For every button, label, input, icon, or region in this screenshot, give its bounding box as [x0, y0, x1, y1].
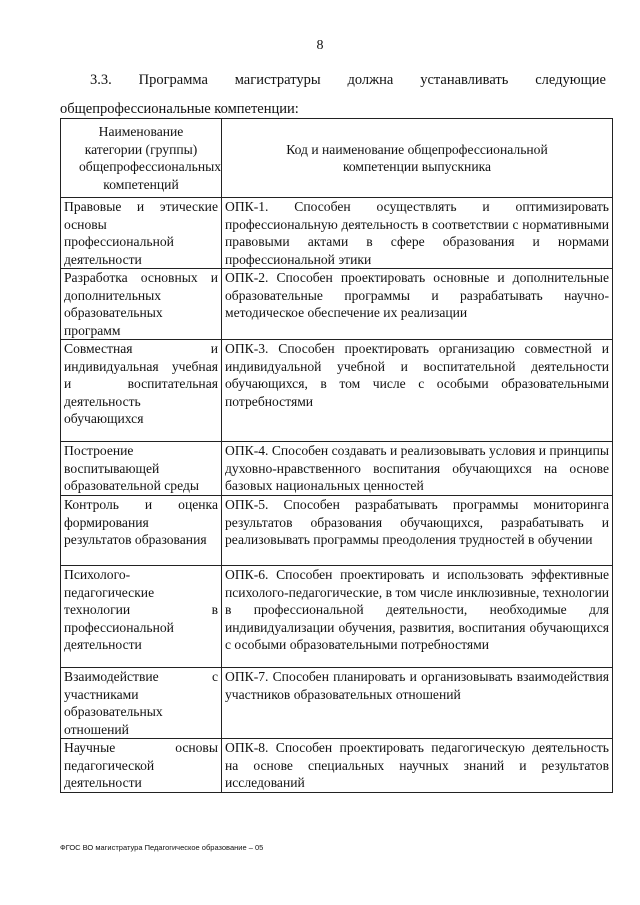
intro-word: Программа [138, 72, 208, 88]
intro-word: устанавливать [420, 72, 509, 88]
category-cell: Правовые и этические основы профессиональной деятельности [61, 198, 222, 269]
table-row [61, 269, 613, 340]
page-number: 8 [316, 38, 324, 53]
table-row [61, 198, 613, 269]
intro-word: следующие [535, 72, 606, 88]
table-row [61, 442, 613, 496]
category-cell: Совместная и индивидуальная учебная и воспитательная деятельность обучающихся [61, 340, 222, 442]
intro-line: общепрофессиональные компетенции: [60, 101, 299, 117]
competence-cell: ОПК-4. Способен создавать и реализовывать условия и принципы духовно-нравственного воспитания обучающихся на основе базовых национальных ценностей [222, 442, 613, 496]
category-cell: Научные основы педагогической деятельности [61, 739, 222, 793]
table-row [61, 496, 613, 566]
competence-cell: ОПК-2. Способен проектировать основные и дополнительные образовательные программы и разрабатывать научно-методическое обеспечение их реализации [222, 269, 613, 340]
competence-cell: ОПК-8. Способен проектировать педагогическую деятельность на основе специальных научных знаний и результатов исследований [222, 739, 613, 793]
intro-word: 3.3. [90, 72, 112, 88]
competence-cell: ОПК-6. Способен проектировать и использовать эффективные психолого-педагогические, в том числе инклюзивные, технологии в профессиональной деятельности, необходимые для индивидуализации обучения, развития, воспитания обучающихся с особыми образовательными потребностями [222, 566, 613, 668]
competence-cell: ОПК-3. Способен проектировать организацию совместной и индивидуальной учебной и воспитательной деятельности обучающихся, в том числе с особыми образовательными потребностями [222, 340, 613, 442]
intro-word: магистратуры [234, 72, 321, 88]
intro-paragraph [60, 66, 606, 124]
intro-line [60, 66, 606, 95]
category-cell: Контроль и оценка формирования результатов образования [61, 496, 222, 566]
category-header: Наименование категории (группы) общепрофессиональных компетенций [61, 119, 222, 198]
category-cell: Психолого-педагогические технологии в профессиональной деятельности [61, 566, 222, 668]
competencies-table [60, 118, 613, 793]
table-row [61, 668, 613, 739]
competence-header: Код и наименование общепрофессиональной компетенции выпускника [222, 119, 613, 198]
competence-cell: ОПК-7. Способен планировать и организовывать взаимодействия участников образовательных отношений [222, 668, 613, 739]
category-cell: Разработка основных и дополнительных образовательных программ [61, 269, 222, 340]
table-header-row [61, 119, 613, 198]
intro-word: должна [347, 72, 394, 88]
category-cell: Взаимодействие с участниками образовательных отношений [61, 668, 222, 739]
competence-cell: ОПК-1. Способен осуществлять и оптимизировать профессиональную деятельность в соответствии с нормативными правовыми актами в сфере образования и нормами профессиональной этики [222, 198, 613, 269]
table-row [61, 739, 613, 793]
category-cell: Построение воспитывающей образовательной среды [61, 442, 222, 496]
competence-cell: ОПК-5. Способен разрабатывать программы мониторинга результатов образования обучающихся, разрабатывать и реализовывать программы преодоления трудностей в обучении [222, 496, 613, 566]
table-row [61, 340, 613, 442]
footer-text: ФГОС ВО магистратура Педагогическое образование – 05 [60, 843, 264, 852]
table-row [61, 566, 613, 668]
